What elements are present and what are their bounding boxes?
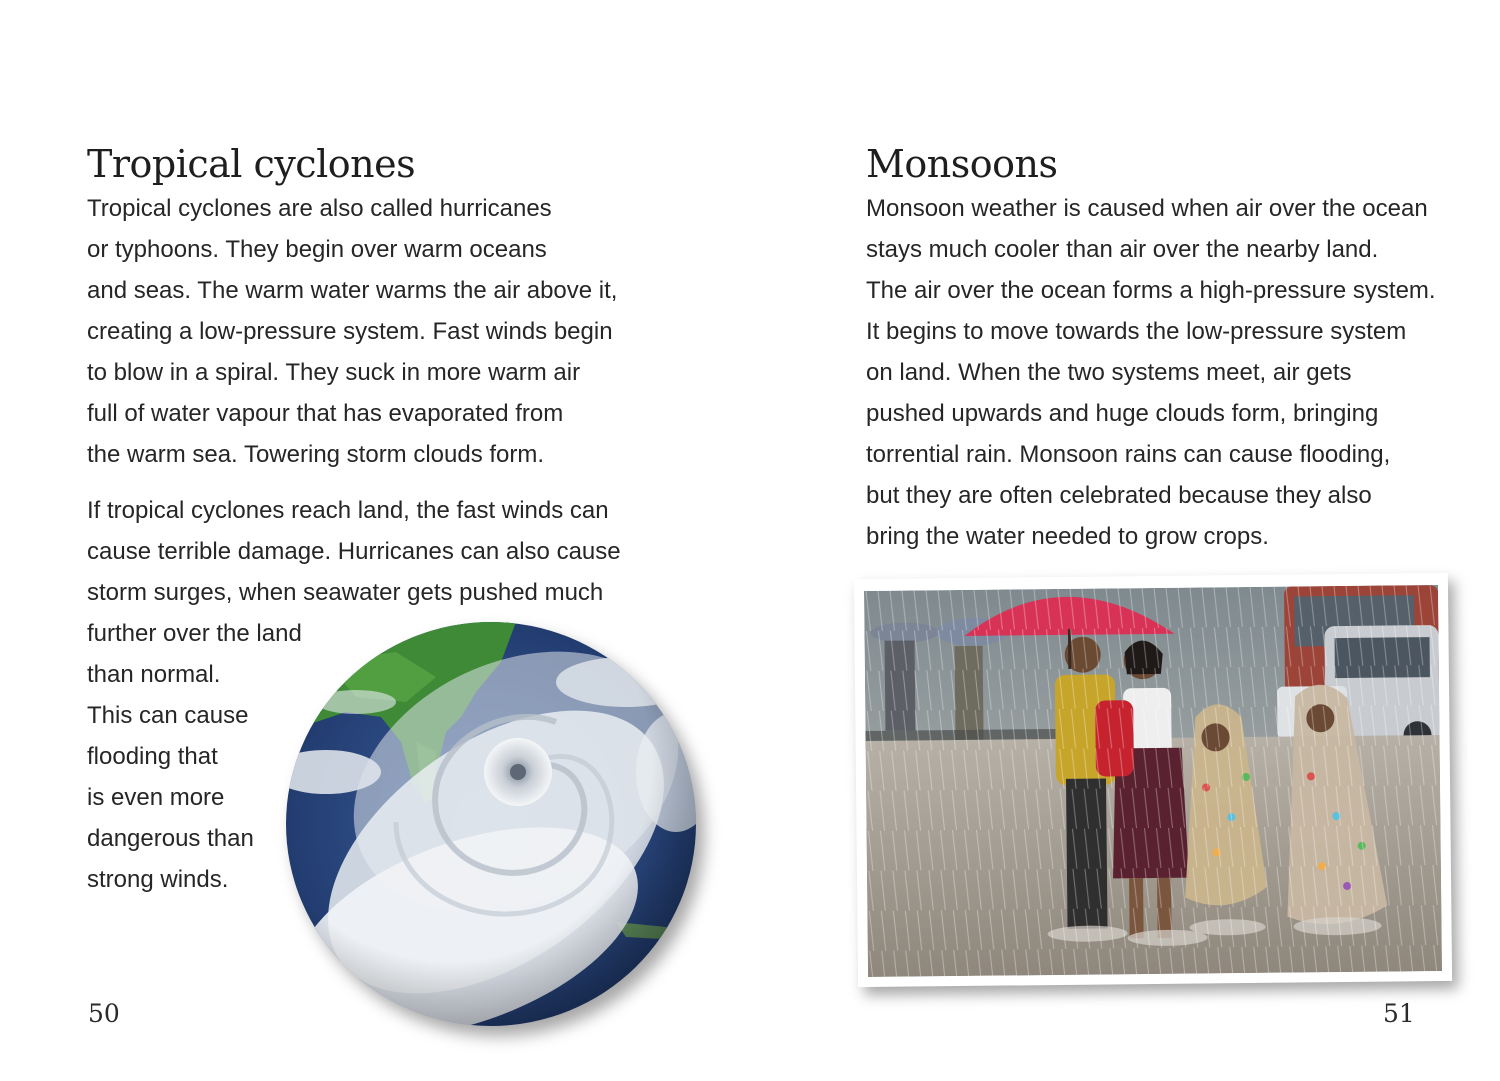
text-line: bring the water needed to grow crops. <box>866 523 1269 550</box>
text-line: stays much cooler than air over the nearby land. <box>866 236 1379 263</box>
text-line: cause terrible damage. Hurricanes can also cause <box>87 538 621 565</box>
monsoons-heading: Monsoons <box>866 142 1058 186</box>
text-line: Tropical cyclones are also called hurricanes <box>87 195 552 222</box>
text-line: strong winds. <box>87 866 229 893</box>
text-line: dangerous than <box>87 825 254 852</box>
text-line: storm surges, when seawater gets pushed much <box>87 579 604 606</box>
text-line: flooding that <box>87 743 218 770</box>
text-line: than normal. <box>87 661 221 688</box>
text-line: full of water vapour that has evaporated from <box>87 400 564 427</box>
page-number: 50 <box>88 999 120 1028</box>
text-line: torrential rain. Monsoon rains can cause flooding, <box>866 441 1391 468</box>
text-line: The air over the ocean forms a high-pressure system. <box>866 277 1436 304</box>
text-line: or typhoons. They begin over warm oceans <box>87 236 547 263</box>
text-line: is even more <box>87 784 225 811</box>
text-line: creating a low-pressure system. Fast winds begin <box>87 318 613 345</box>
cyclone-satellite-image <box>286 622 696 1026</box>
text-line: on land. When the two systems meet, air gets <box>866 359 1352 386</box>
text-line: Monsoon weather is caused when air over the ocean <box>866 195 1428 222</box>
text-line: If tropical cyclones reach land, the fast winds can <box>87 497 609 524</box>
text-line: but they are often celebrated because they also <box>866 482 1372 509</box>
text-line: This can cause <box>87 702 249 729</box>
page-number: 51 <box>1383 999 1415 1028</box>
tropical-cyclones-heading: Tropical cyclones <box>87 142 416 186</box>
text-line: It begins to move towards the low-pressure system <box>866 318 1407 345</box>
monsoon-photo <box>854 573 1452 987</box>
text-line: further over the land <box>87 620 302 647</box>
right-page <box>750 0 1500 1081</box>
text-line: pushed upwards and huge clouds form, bringing <box>866 400 1379 427</box>
text-line: and seas. The warm water warms the air above it, <box>87 277 618 304</box>
text-line: to blow in a spiral. They suck in more warm air <box>87 359 581 386</box>
text-line: the warm sea. Towering storm clouds form. <box>87 441 545 468</box>
